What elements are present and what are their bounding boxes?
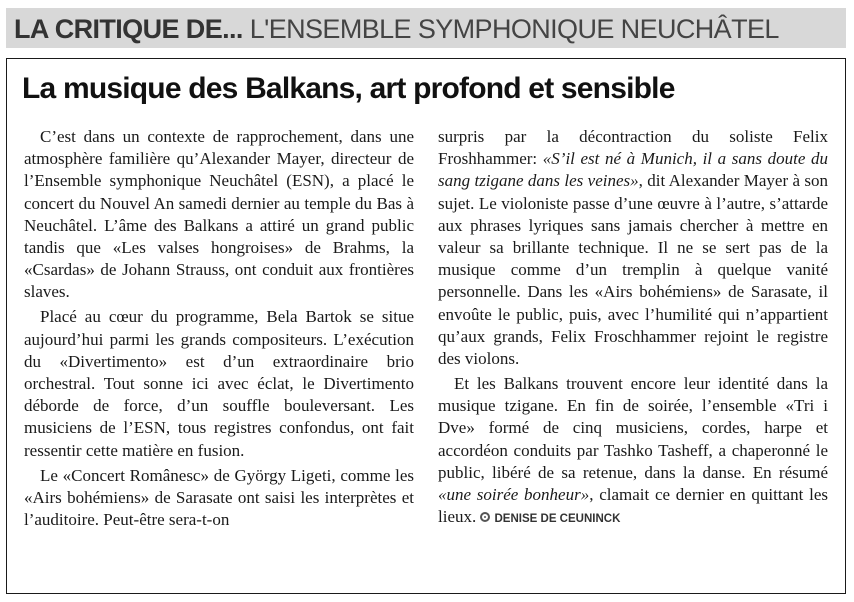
kicker-lead: LA CRITIQUE DE...	[14, 14, 243, 44]
soloist-quote: «S’il est né à Munich, il a sans doute du sang tzigane dans les veines»	[438, 149, 828, 191]
paragraph-4-text-a: surpris par la décontraction du soliste Felix Froshhammer:	[438, 127, 828, 169]
article-column-right	[438, 126, 828, 533]
paragraph-5-text-b: , clamait ce dernier en quittant les lieux.	[438, 485, 828, 527]
article-column-left	[24, 126, 414, 534]
section-kicker	[14, 12, 779, 46]
paragraph-2: Placé au cœur du programme, Bela Bartok se situe aujourd’hui parmi les grands compositeurs. L’exécution du «Divertimento» est d’un extraordinaire brio orchestral. Tout sonne ici avec éclat, le Divertimento déborde de force, d’un souffle bouleversant. Les musiciens de l’ESN, tous registres confondus, ont fait ressentir cette matière en fusion.	[24, 307, 414, 460]
paragraph-4-text-b: , dit Alexander Mayer à son sujet. Le violoniste passe d’une œuvre à l’autre, s’attarde aux phrases lyriques sans jamais chercher à mettre en valeur sa brillante technique. Il ne se sert pas de la musique comme d’un tremplin à quelque vanité personnelle. Dans les «Airs bohémiens» de Sarasate, il envoûte le public, puis, avec l’humilité qui n’appartient qu’aux grands, Felix Froschhammer rejoint le registre des violons.	[438, 171, 828, 369]
paragraph-5-text-a: Et les Balkans trouvent encore leur identité dans la musique tzigane. En fin de soirée, l’ensemble «Tri i Dve» formé de cinq musiciens, cordes, harpe et accordéon conduits par Tashko Tasheff, a chaperonné le public, libéré de sa retenue, dans la danse. En résumé	[438, 374, 828, 482]
byline-wrap	[476, 507, 620, 526]
paragraph-1: C’est dans un contexte de rapprochement, dans une atmosphère familière qu’Alexander Mayer, directeur de l’Ensemble symphonique Neuchâtel (ESN), a placé le concert du Nouvel An samedi dernier au temple du Bas à Neuchâtel. L’âme des Balkans a attiré un grand public tandis que «Les valses hongroises» de Brahms, la «Csardas» de Johann Strauss, ont conduit aux frontières slaves.	[24, 127, 414, 302]
closing-quote: «une soirée bonheur»	[438, 485, 590, 505]
byline: DENISE DE CEUNINCK	[494, 513, 621, 526]
byline-bullet-icon	[480, 512, 490, 522]
kicker-subject: L'ENSEMBLE SYMPHONIQUE NEUCHÂTEL	[249, 14, 779, 44]
paragraph-5	[438, 373, 828, 530]
headline: La musique des Balkans, art profond et sensible	[22, 72, 675, 105]
paragraph-3: Le «Concert Românesc» de György Ligeti, comme les «Airs bohémiens» de Sarasate ont saisi les interprètes et l’auditoire. Peut-être sera-t-on	[24, 465, 414, 530]
paragraph-4	[438, 126, 828, 370]
